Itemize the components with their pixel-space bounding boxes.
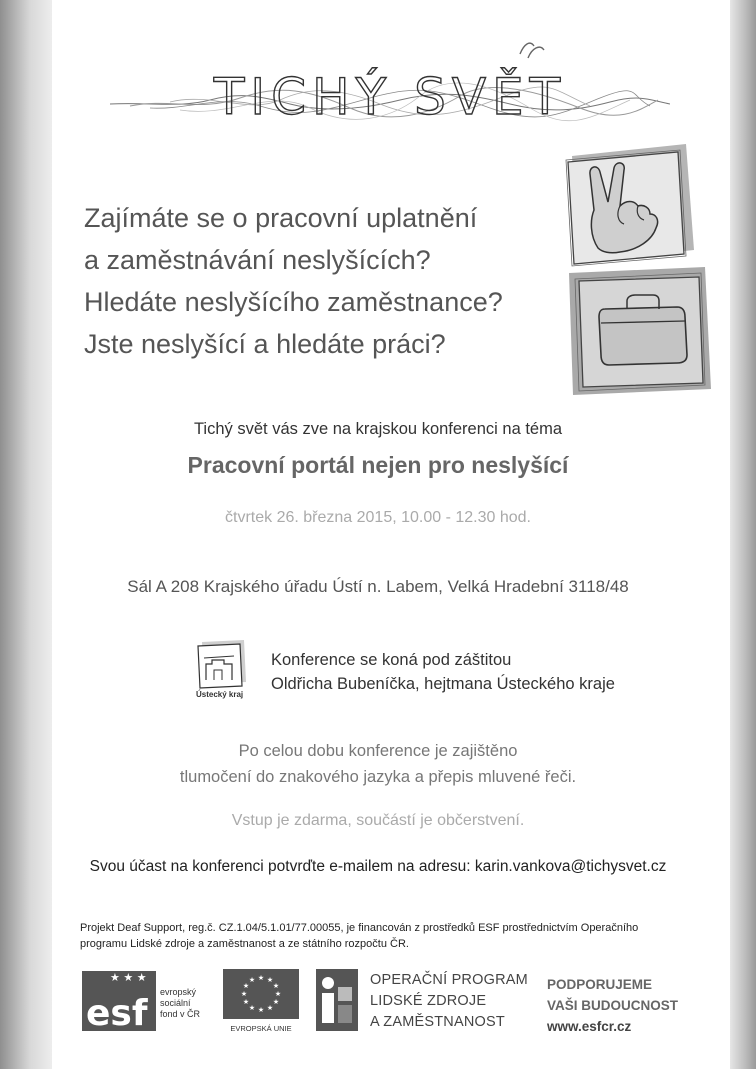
support-line: PODPORUJEME [547,977,653,992]
esf-caption-line: evropský [160,987,197,997]
svg-text:★: ★ [240,990,248,998]
esf-caption-line: fond v ČR [160,1009,201,1019]
conference-title: Pracovní portál nejen pro neslyšící [187,452,569,478]
question-line: a zaměstnávání neslyšících? [84,245,431,275]
svg-text:★: ★ [272,982,280,990]
eu-caption: EVROPSKÁ UNIE [230,1024,292,1033]
conference-venue: Sál A 208 Krajského úřadu Ústí n. Labem, Velká Hradební 3118/48 [127,577,629,596]
free-entry-note: Vstup je zdarma, součástí je občerstvení. [231,812,525,829]
patronage-text [271,648,615,696]
invitation-intro: Tichý svět vás zve na krajskou konferenci na téma [193,420,563,438]
svg-text:★: ★ [272,998,280,1006]
interpretation-note [0,738,756,790]
svg-text:★: ★ [274,990,282,998]
svg-text:★: ★ [248,1004,256,1012]
question-line: Zajímáte se o pracovní uplatnění [84,203,478,233]
briefcase-icon [565,265,713,397]
oplzz-logo-icon [314,967,360,1033]
support-line: VAŠI BUDOUCNOST [547,998,679,1013]
ustecky-kraj-logo [194,638,250,708]
oplzz-line: LIDSKÉ ZDROJE [370,993,487,1009]
svg-text:★: ★ [257,1006,265,1014]
conference-date: čtvrtek 26. března 2015, 10.00 - 12.30 hod. [225,509,531,526]
support-slogan [547,974,678,1037]
questions-block [84,197,554,365]
patronage-line: Oldřicha Bubeníčka, hejtmana Ústeckého kraje [271,675,615,693]
oplzz-line: OPERAČNÍ PROGRAM [370,972,528,988]
project-footnote [80,920,710,952]
eu-flag-logo [221,967,301,1033]
confirm-email-note: Svou účast na konferenci potvrďte e-mailem na adresu: karin.vankova@tichysvet.cz [89,858,667,875]
footnote-line: Projekt Deaf Support, reg.č. CZ.1.04/5.1.01/77.00055, je financován z prostředků ESF prostřednictvím Operačního [80,922,639,934]
interpretation-line: tlumočení do znakového jazyka a přepis mluvené řeči. [179,768,577,786]
svg-text:★: ★ [266,1004,274,1012]
oplzz-logo-text [370,970,528,1033]
logo-text: TICHÝ SVĚT [213,68,567,126]
esf-caption [160,987,200,1020]
question-line: Hledáte neslyšícího zaměstnance? [84,287,503,317]
victory-hand-icon [560,140,700,268]
svg-text:★: ★ [242,982,250,990]
svg-text:★: ★ [266,976,274,984]
oplzz-line: A ZAMĚSTNANOST [370,1014,505,1030]
svg-text:★: ★ [257,974,265,982]
esf-caption-line: sociální [160,998,191,1008]
svg-text:★ ★ ★: ★ ★ ★ [110,971,147,984]
support-url: www.esfcr.cz [547,1019,632,1034]
question-line: Jste neslyšící a hledáte práci? [84,329,446,359]
esf-logo [80,965,210,1035]
patronage-line: Konference se koná pod záštitou [271,651,512,669]
svg-text:★: ★ [242,998,250,1006]
footnote-line: programu Lidské zdroje a zaměstnanost a ze státního rozpočtu ČR. [80,938,409,950]
esf-mark: esf [86,993,148,1034]
interpretation-line: Po celou dobu konference je zajištěno [238,742,518,760]
svg-text:★: ★ [248,976,256,984]
tichy-svet-logo [110,38,670,128]
kraj-logo-caption: Ústecký kraj [196,690,244,699]
